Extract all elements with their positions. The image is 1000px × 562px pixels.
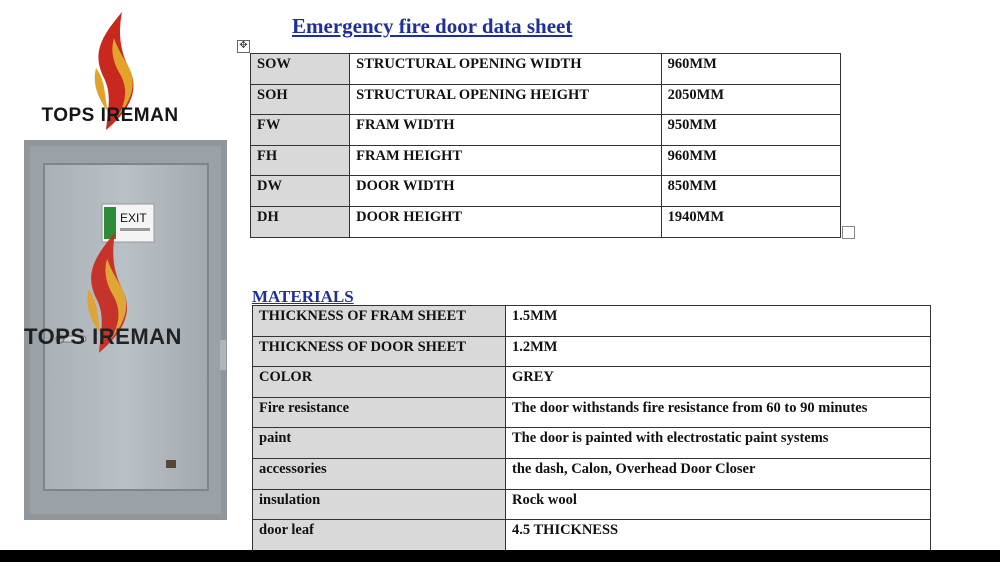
material-value: 4.5 THICKNESS — [506, 520, 931, 551]
material-value: The door withstands fire resistance from 60 to 90 minutes — [506, 397, 931, 428]
material-value: the dash, Calon, Overhead Door Closer — [506, 458, 931, 489]
table-row — [253, 458, 931, 489]
material-name: Fire resistance — [253, 397, 506, 428]
table-row — [251, 145, 841, 176]
table-move-handle-icon[interactable]: ✥ — [237, 40, 250, 53]
table-resize-handle-icon[interactable] — [842, 226, 855, 239]
table-row — [253, 306, 931, 337]
table-row — [253, 367, 931, 398]
dimension-code: SOW — [251, 54, 350, 85]
dimension-code: DH — [251, 206, 350, 237]
materials-table — [252, 305, 931, 551]
table-row — [253, 489, 931, 520]
watermark-logo-text: TOPS IREMAN — [24, 324, 182, 349]
material-name: THICKNESS OF DOOR SHEET — [253, 336, 506, 367]
material-name: door leaf — [253, 520, 506, 551]
dimension-name: STRUCTURAL OPENING WIDTH — [350, 54, 662, 85]
dimensions-table — [250, 53, 841, 238]
exit-sign-text: EXIT — [120, 211, 147, 225]
dimension-value: 1940MM — [661, 206, 840, 237]
table-row — [251, 206, 841, 237]
dimension-value: 950MM — [661, 115, 840, 146]
dimension-code: SOH — [251, 84, 350, 115]
table-row — [253, 520, 931, 551]
table-row — [251, 84, 841, 115]
material-name: paint — [253, 428, 506, 459]
dimension-value: 850MM — [661, 176, 840, 207]
table-row — [251, 176, 841, 207]
brand-logo — [30, 8, 190, 127]
dimension-value: 960MM — [661, 145, 840, 176]
table-row — [253, 428, 931, 459]
page-title: Emergency fire door data sheet — [292, 14, 573, 38]
dimension-name: FRAM HEIGHT — [350, 145, 662, 176]
materials-heading: MATERIALS — [252, 287, 354, 306]
bottom-bar — [0, 550, 1000, 562]
material-value: GREY — [506, 367, 931, 398]
material-name: accessories — [253, 458, 506, 489]
material-name: COLOR — [253, 367, 506, 398]
material-name: insulation — [253, 489, 506, 520]
dimension-name: DOOR WIDTH — [350, 176, 662, 207]
dimension-code: FH — [251, 145, 350, 176]
material-value: Rock wool — [506, 489, 931, 520]
dimension-code: FW — [251, 115, 350, 146]
material-value: 1.2MM — [506, 336, 931, 367]
table-row — [253, 397, 931, 428]
material-value: The door is painted with electrostatic paint systems — [506, 428, 931, 459]
watermark-logo — [8, 228, 198, 350]
table-row — [251, 115, 841, 146]
dimension-value: 960MM — [661, 54, 840, 85]
dimension-name: STRUCTURAL OPENING HEIGHT — [350, 84, 662, 115]
dimension-name: DOOR HEIGHT — [350, 206, 662, 237]
dimension-code: DW — [251, 176, 350, 207]
dimension-value: 2050MM — [661, 84, 840, 115]
logo-text: TOPS IREMAN — [41, 105, 179, 126]
dimension-name: FRAM WIDTH — [350, 115, 662, 146]
table-row — [251, 54, 841, 85]
material-value: 1.5MM — [506, 306, 931, 337]
material-name: THICKNESS OF FRAM SHEET — [253, 306, 506, 337]
table-row — [253, 336, 931, 367]
